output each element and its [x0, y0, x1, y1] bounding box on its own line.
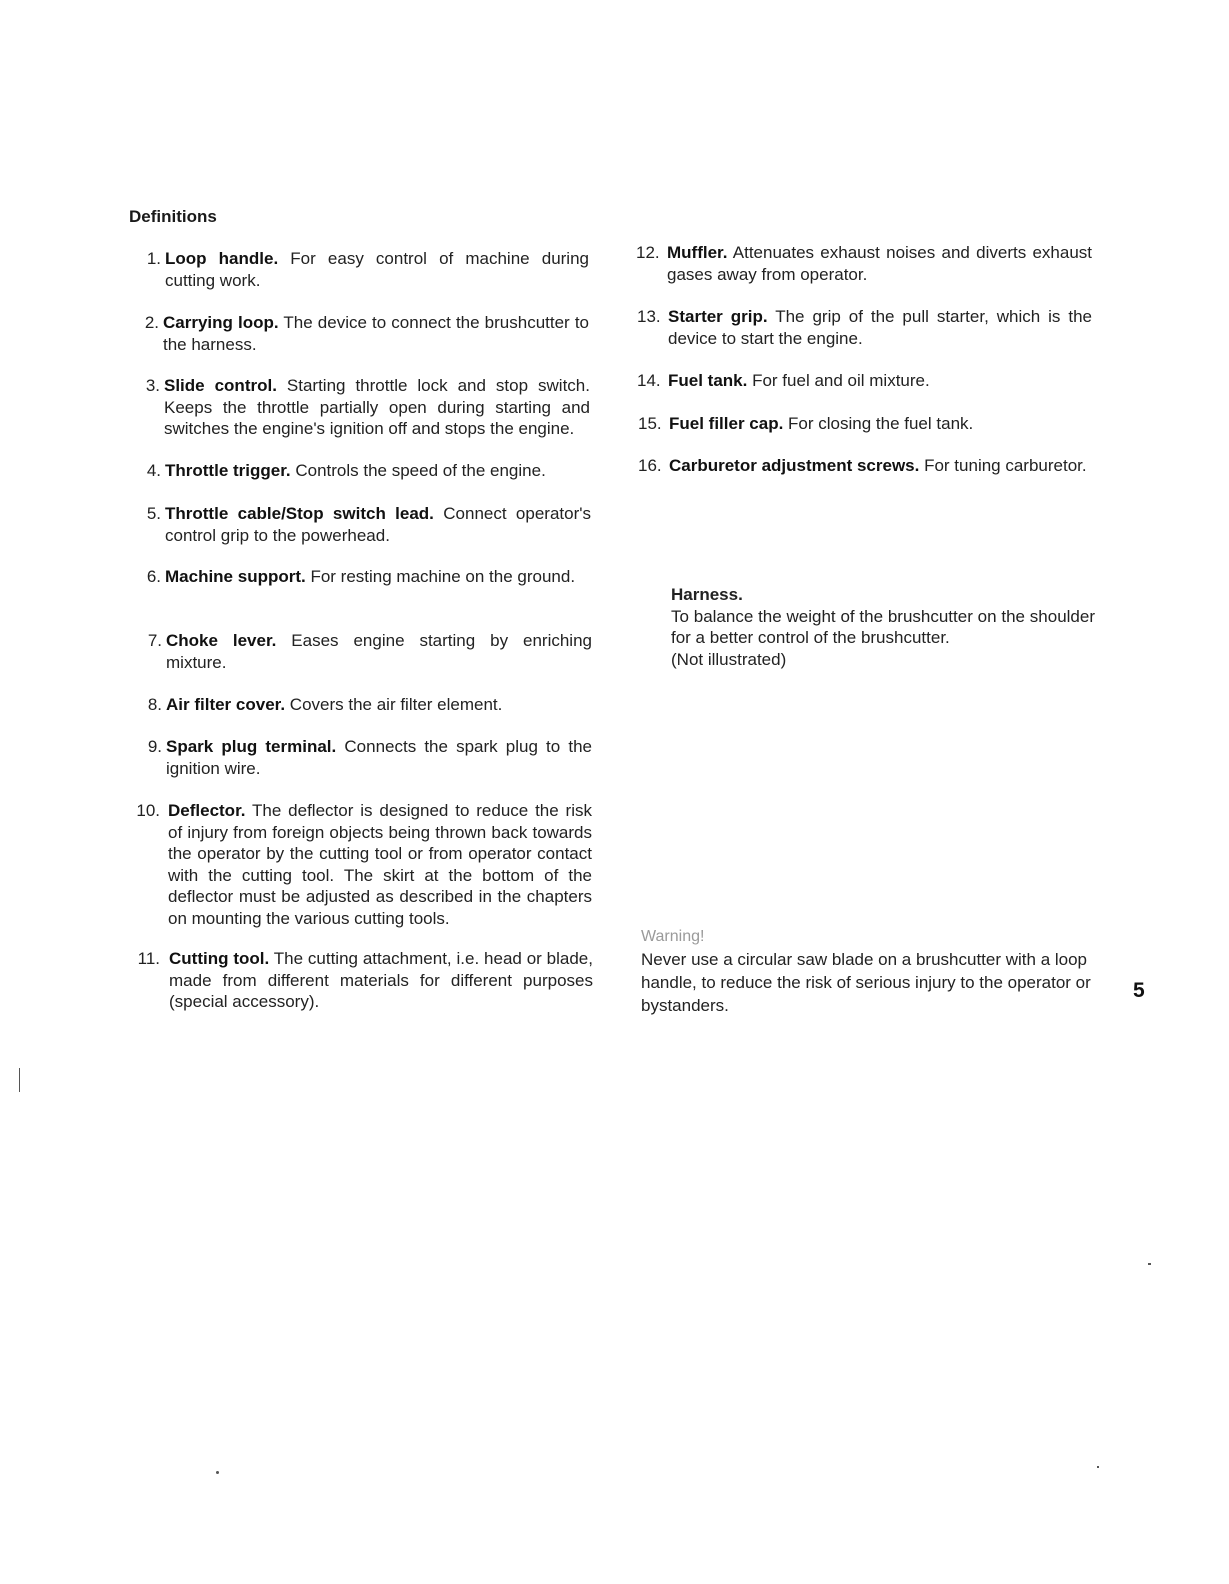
- item-text: Connect operator's control grip to the powerhead.: [165, 504, 591, 545]
- item-term: Slide control.: [164, 376, 277, 395]
- definition-item-10: [136, 800, 592, 929]
- item-number: 4.: [146, 461, 161, 480]
- item-term: Loop handle.: [165, 249, 279, 268]
- item-number: 15.: [638, 414, 662, 433]
- item-text: The grip of the pull starter, which is the device to start the engine.: [668, 307, 1092, 348]
- item-number: 10.: [136, 801, 160, 820]
- item-number: 5.: [146, 504, 161, 523]
- item-number: 6.: [146, 567, 161, 586]
- definition-item-3: [140, 375, 590, 440]
- scan-mark: [19, 1068, 20, 1092]
- item-term: Starter grip.: [668, 307, 768, 326]
- item-term: Machine support.: [165, 567, 306, 586]
- item-term: Carrying loop.: [163, 313, 279, 332]
- item-term: Cutting tool.: [169, 949, 270, 968]
- warning-box: [641, 925, 1099, 1017]
- definition-item-8: [142, 694, 592, 716]
- item-term: Fuel filler cap.: [669, 414, 784, 433]
- harness-note: [671, 584, 1095, 670]
- item-text: Controls the speed of the engine.: [290, 461, 546, 480]
- item-text: Attenuates exhaust noises and diverts exhaust gases away from operator.: [667, 243, 1092, 284]
- item-number: 11.: [137, 949, 160, 968]
- definition-item-2: [139, 312, 589, 355]
- definition-item-6: [141, 566, 591, 588]
- page-number: 5: [1133, 979, 1145, 1002]
- item-text: The deflector is designed to reduce the risk of injury from foreign objects being thrown back towards the operator by the cutting tool or from operator contact with the cutting tool. The skirt at the bottom of the deflector must be adjusted as described in the chapters on mounting the various cutting tools.: [168, 801, 592, 928]
- definition-item-5: [141, 503, 591, 546]
- definition-item-7: [142, 630, 592, 673]
- item-term: Air filter cover.: [166, 695, 286, 714]
- item-term: Spark plug terminal.: [166, 737, 337, 756]
- scan-mark: [1097, 1466, 1099, 1468]
- item-number: 13.: [637, 307, 661, 326]
- definition-item-14: [637, 370, 1092, 392]
- item-text: For tuning carburetor.: [919, 456, 1087, 475]
- item-term: Carburetor adjustment screws.: [669, 456, 920, 475]
- definition-item-12: [636, 242, 1092, 285]
- item-number: 8.: [147, 695, 162, 714]
- definition-item-1: [141, 248, 589, 291]
- item-number: 1.: [146, 249, 161, 268]
- item-text: For resting machine on the ground.: [305, 567, 576, 586]
- item-number: 2.: [144, 313, 159, 332]
- item-text: Covers the air filter element.: [285, 695, 503, 714]
- item-text: For fuel and oil mixture.: [747, 371, 930, 390]
- section-heading: Definitions: [129, 207, 217, 226]
- item-number: 7.: [147, 631, 162, 650]
- item-term: Deflector.: [168, 801, 246, 820]
- item-number: 9.: [147, 737, 162, 756]
- definition-item-4: [141, 460, 591, 482]
- item-number: 3.: [145, 376, 160, 395]
- scan-mark: [1148, 1263, 1151, 1265]
- warning-text: Never use a circular saw blade on a brushcutter with a loop handle, to reduce the risk of serious injury to the operator or bystanders.: [641, 950, 1091, 1015]
- item-term: Choke lever.: [166, 631, 277, 650]
- warning-title: Warning!: [641, 928, 705, 945]
- item-text: Eases engine starting by enriching mixture.: [166, 631, 592, 672]
- definition-item-15: [638, 413, 1093, 435]
- item-text: The device to connect the brushcutter to the harness.: [163, 313, 589, 354]
- definition-item-11: [136, 948, 593, 1013]
- definition-item-16: [638, 455, 1093, 477]
- item-text: For easy control of machine during cutting work.: [165, 249, 589, 290]
- definition-item-9: [142, 736, 592, 779]
- harness-title: Harness.: [671, 585, 743, 604]
- harness-text: To balance the weight of the brushcutter on the shoulder for a better control of the brushcutter.: [671, 606, 1095, 647]
- scan-mark: [216, 1471, 219, 1474]
- item-number: 12.: [636, 243, 660, 262]
- item-term: Throttle cable/Stop switch lead.: [165, 504, 434, 523]
- item-term: Throttle trigger.: [165, 461, 291, 480]
- definition-item-13: [637, 306, 1092, 349]
- item-number: 16.: [638, 456, 662, 475]
- item-text: The cutting attachment, i.e. head or blade, made from different materials for different purposes (special accessory).: [169, 949, 593, 1011]
- item-term: Fuel tank.: [668, 371, 748, 390]
- harness-note-text: (Not illustrated): [671, 649, 787, 669]
- item-text: Starting throttle lock and stop switch. Keeps the throttle partially open during starting and switches the engine's ignition off and stops the engine.: [164, 376, 590, 438]
- item-number: 14.: [637, 371, 661, 390]
- item-text: Connects the spark plug to the ignition wire.: [166, 737, 592, 778]
- item-term: Muffler.: [667, 243, 728, 262]
- item-text: For closing the fuel tank.: [783, 414, 974, 433]
